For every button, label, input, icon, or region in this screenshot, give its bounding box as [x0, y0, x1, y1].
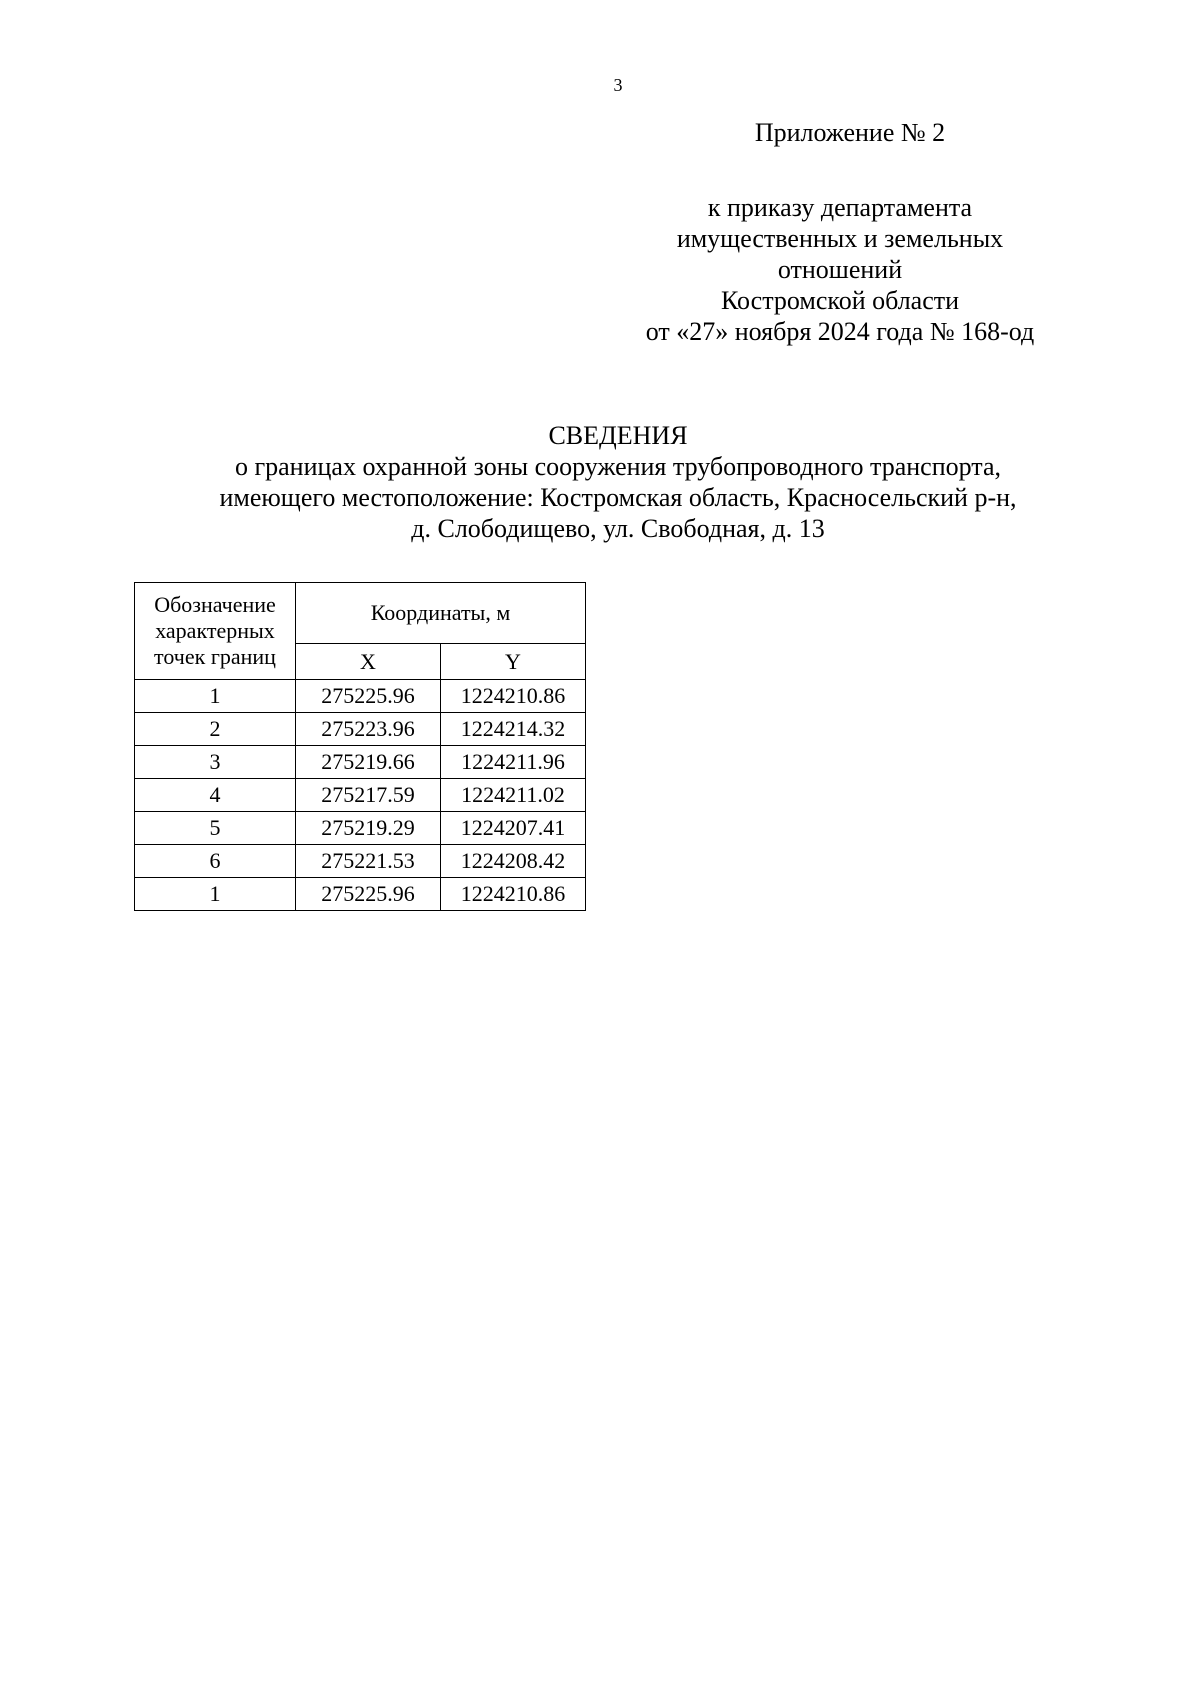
y-cell: 1224211.96 [441, 746, 586, 779]
x-cell: 275223.96 [296, 713, 441, 746]
point-cell: 4 [135, 779, 296, 812]
y-cell: 1224210.86 [441, 878, 586, 911]
appendix-reference-line: Костромской области [720, 286, 960, 315]
x-cell: 275225.96 [296, 878, 441, 911]
header-y: Y [441, 644, 586, 680]
table-body [135, 680, 586, 911]
appendix-reference-line: к приказу департамента [707, 193, 973, 222]
header-coordinates: Координаты, м [296, 583, 586, 644]
header-point-line: точек границ [154, 644, 276, 669]
header-point-line: характерных [155, 618, 275, 643]
point-cell: 6 [135, 845, 296, 878]
y-cell: 1224207.41 [441, 812, 586, 845]
table-row [135, 845, 586, 878]
document-subtitle-line: имеющего местоположение: Костромская область, Красносельский р-н, [219, 483, 1017, 512]
document-subtitle-line: о границах охранной зоны сооружения трубопроводного транспорта, [234, 452, 1002, 481]
document-heading [100, 420, 1136, 544]
point-cell: 2 [135, 713, 296, 746]
x-cell: 275219.66 [296, 746, 441, 779]
appendix-reference-line: отношений [777, 255, 903, 284]
document-subtitle-line: д. Слободищево, ул. Свободная, д. 13 [411, 514, 825, 543]
header-point-line: Обозначение [154, 592, 276, 617]
point-cell: 3 [135, 746, 296, 779]
page-number: 3 [613, 75, 623, 95]
table-row [135, 680, 586, 713]
table-row [135, 878, 586, 911]
appendix-reference-line: от «27» ноября 2024 года № 168-од [645, 317, 1035, 346]
y-cell: 1224208.42 [441, 845, 586, 878]
point-cell: 5 [135, 812, 296, 845]
appendix-reference-line: имущественных и земельных [676, 224, 1004, 253]
appendix-title: Приложение № 2 [754, 118, 946, 147]
y-cell: 1224211.02 [441, 779, 586, 812]
header-x: X [296, 644, 441, 680]
table-row [135, 779, 586, 812]
x-cell: 275221.53 [296, 845, 441, 878]
x-cell: 275217.59 [296, 779, 441, 812]
table-row [135, 713, 586, 746]
point-cell: 1 [135, 680, 296, 713]
x-cell: 275219.29 [296, 812, 441, 845]
table-row [135, 746, 586, 779]
document-title: СВЕДЕНИЯ [548, 421, 688, 450]
table-row [135, 812, 586, 845]
coordinates-table [134, 582, 586, 911]
point-cell: 1 [135, 878, 296, 911]
appendix-reference [610, 192, 1070, 347]
header-point-designation [135, 583, 296, 680]
y-cell: 1224210.86 [441, 680, 586, 713]
x-cell: 275225.96 [296, 680, 441, 713]
y-cell: 1224214.32 [441, 713, 586, 746]
